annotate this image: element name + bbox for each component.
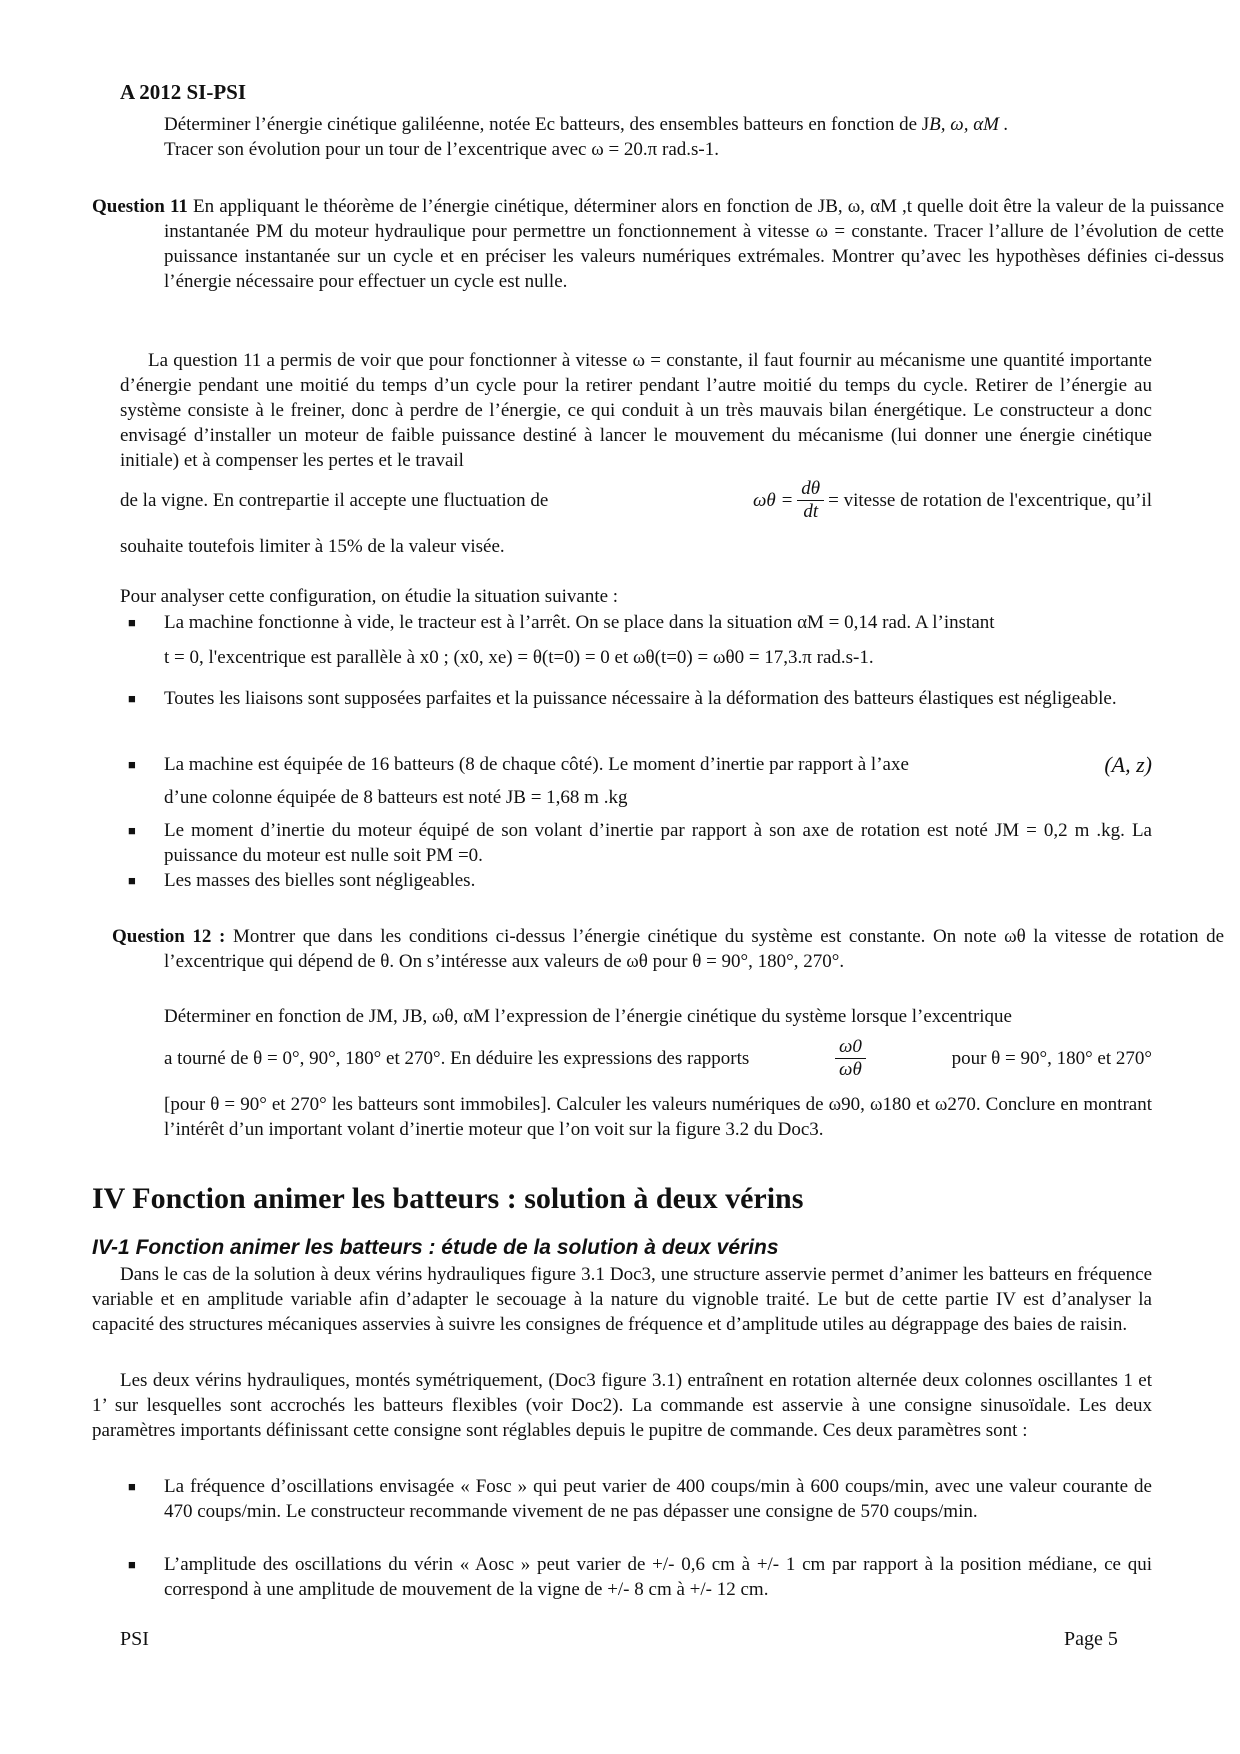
ratio-denominator: ωθ — [839, 1059, 862, 1080]
bullet-icon: ■ — [128, 823, 136, 838]
bullet-icon: ■ — [128, 873, 136, 888]
config-bullet-1-line-2: t = 0, l'excentrique est parallèle à x0 ; (x0, xe) = θ(t=0) = 0 et ωθ(t=0) = ωθ0 = 17,3.π rad.s-1. — [164, 647, 874, 668]
bullet-icon: ■ — [128, 1557, 136, 1572]
config-intro: Pour analyser cette configuration, on étudie la situation suivante : — [120, 586, 619, 607]
paragraph-energy — [120, 348, 1152, 473]
config-bullet-1-line-1: La machine fonctionne à vide, le tracteur est à l’arrêt. On se place dans la situation αM = 0,14 rad. A l’instant — [164, 612, 995, 633]
question-12 — [92, 924, 1224, 974]
header-title: A 2012 SI-PSI — [120, 80, 247, 104]
question-11-text: En appliquant le théorème de l’énergie cinétique, déterminer alors en fonction de JB, ω, αM ,t quelle doit être la valeur de la puissance instantanée PM du moteur hydraulique pour permettre un fonctionnement à vitesse ω = constante. Tracer l’allure de l’évolution de cette puissance instantanée sur un cycle et en préciser les valeurs numériques extrémales. Montrer qu’avec les hypothèses définies ci-dessus l’énergie nécessaire pour effectuer un cycle est nulle. — [164, 196, 1224, 292]
config-bullet-5-text: Les masses des bielles sont négligeables. — [164, 870, 476, 891]
fluctuation-before: de la vigne. En contrepartie il accepte une fluctuation de — [120, 490, 549, 511]
footer-page-number: Page 5 — [1064, 1628, 1118, 1650]
bullet-icon: ■ — [128, 1479, 136, 1494]
question-11 — [92, 194, 1224, 294]
section-title: IV Fonction animer les batteurs : solution à deux vérins — [92, 1182, 804, 1215]
question-12-text-1: Montrer que dans les conditions ci-dessus l’énergie cinétique du système est constante. On note ωθ la vitesse de rotation de l’excentrique qui dépend de θ. On s’intéresse aux valeurs de ωθ pour θ = 90°, 180°, 270°. — [164, 926, 1224, 972]
config-bullet-3 — [120, 752, 1152, 810]
section-bullet-1-text: La fréquence d’oscillations envisagée « Fosc » qui peut varier de 400 coups/min à 600 coups/min, avec une valeur courante de 470 coups/min. Le constructeur recommande vivement de ne pas dépasser une consigne de 570 coups/min. — [164, 1476, 1152, 1522]
fraction-denominator: dt — [803, 501, 819, 522]
question-12-text-4: [pour θ = 90° et 270° les batteurs sont immobiles]. Calculer les valeurs numériques de ω90, ω180 et ω270. Conclure en montrant l’intérêt d’un important volant d’inertie moteur que l’on voit sur la figure 3.2 du Doc3. — [164, 1094, 1152, 1140]
config-bullet-2-text: Toutes les liaisons sont supposées parfaites et la puissance nécessaire à la déformation des batteurs élastiques est négligeable. — [164, 688, 1117, 709]
intro-line-1-vars: B, ω, αM . — [929, 114, 1009, 135]
fluctuation-line — [120, 478, 1152, 523]
config-bullet-3-line-2: d’une colonne équipée de 8 batteurs est noté JB = 1,68 m .kg — [164, 787, 628, 808]
section-paragraph-1: Dans le cas de la solution à deux vérins hydrauliques figure 3.1 Doc3, une structure asservie permet d’animer les batteurs en fréquence variable et en amplitude variable afin d’adapter le secouage à la nature du vignoble traité. Le but de cette partie IV est d’analyser la capacité des structures mécaniques asservies à suivre les consignes de fréquence et d’amplitude utiles au dégrappage des baies de raisin. — [92, 1264, 1152, 1335]
section-bullet-2-text: L’amplitude des oscillations du vérin « Aosc » peut varier de +/- 0,6 cm à +/- 1 cm par rapport à la position médiane, ce qui correspond à une amplitude de mouvement de la vigne de +/- 8 cm à +/- 12 cm. — [164, 1554, 1152, 1600]
config-bullet-4-text: Le moment d’inertie du moteur équipé de son volant d’inertie par rapport à son axe de rotation est noté JM = 0,2 m .kg. La puissance du moteur est nulle soit PM =0. — [164, 820, 1152, 866]
section-bullet-2 — [120, 1552, 1152, 1602]
omega-ratio-fraction — [835, 1036, 866, 1081]
fluctuation-after: = vitesse de rotation de l'excentrique, qu’il — [828, 490, 1152, 511]
dtheta-dt-fraction — [797, 478, 824, 523]
config-bullet-5 — [120, 868, 1152, 893]
question-12-text-3-after: pour θ = 90°, 180° et 270° — [951, 1048, 1152, 1069]
bullet-icon: ■ — [128, 615, 136, 630]
fraction-numerator: dθ — [797, 478, 824, 501]
question-12-label: Question 12 : — [112, 926, 226, 947]
config-bullet-1 — [120, 610, 1152, 670]
config-bullet-3-line-1: La machine est équipée de 16 batteurs (8 de chaque côté). Le moment d’inertie par rapport à l’axe — [164, 754, 909, 775]
config-bullet-2 — [120, 686, 1152, 711]
ratio-numerator: ω0 — [835, 1036, 866, 1059]
paragraph-energy-text: La question 11 a permis de voir que pour fonctionner à vitesse ω = constante, il faut fournir au mécanisme une quantité importante d’énergie pendant une moitié du temps d’un cycle pour la retirer pendant l’autre moitié du temps du cycle. Retirer de l’énergie au système consiste à le freiner, donc à perdre de l’énergie, ce qui conduit à un très mauvais bilan énergétique. Le constructeur a donc envisagé d’installer un moteur de faible puissance destiné à lancer le mouvement du mécanisme (lui donner une énergie cinétique initiale) et à compenser les pertes et le travail — [120, 350, 1152, 471]
bullet-icon: ■ — [128, 691, 136, 706]
paragraph-energy-last: souhaite toutefois limiter à 15% de la valeur visée. — [120, 536, 505, 557]
section-subtitle: IV-1 Fonction animer les batteurs : étude de la solution à deux vérins — [92, 1236, 779, 1259]
footer-left: PSI — [120, 1628, 149, 1650]
question-12-text-2: Déterminer en fonction de JM, JB, ωθ, αM l’expression de l’énergie cinétique du système lorsque l’excentrique — [164, 1006, 1012, 1027]
question-11-label: Question 11 — [92, 196, 188, 217]
axis-notation: (A, z) — [1104, 752, 1152, 777]
config-bullet-4 — [120, 818, 1152, 868]
question-12-ratio-line — [164, 1036, 1152, 1081]
intro-paragraph — [164, 112, 1152, 162]
question-12-text-3-before: a tourné de θ = 0°, 90°, 180° et 270°. En déduire les expressions des rapports — [164, 1048, 750, 1069]
omega-theta-symbol: ωθ = — [752, 490, 794, 511]
section-bullet-1 — [120, 1474, 1152, 1524]
intro-line-2: Tracer son évolution pour un tour de l’excentrique avec ω = 20.π rad.s-1. — [164, 139, 719, 160]
intro-line-1: Déterminer l’énergie cinétique galiléenne, notée Ec batteurs, des ensembles batteurs en fonction de J — [164, 114, 930, 135]
section-paragraph-2: Les deux vérins hydrauliques, montés symétriquement, (Doc3 figure 3.1) entraînent en rotation alternée deux colonnes oscillantes 1 et 1’ sur lesquelles sont accrochés les batteurs flexibles (voir Doc2). La commande est asservie à une consigne sinusoïdale. Les deux paramètres importants définissant cette consigne sont réglables depuis le pupitre de commande. Ces deux paramètres sont : — [92, 1370, 1152, 1441]
bullet-icon: ■ — [128, 757, 136, 772]
